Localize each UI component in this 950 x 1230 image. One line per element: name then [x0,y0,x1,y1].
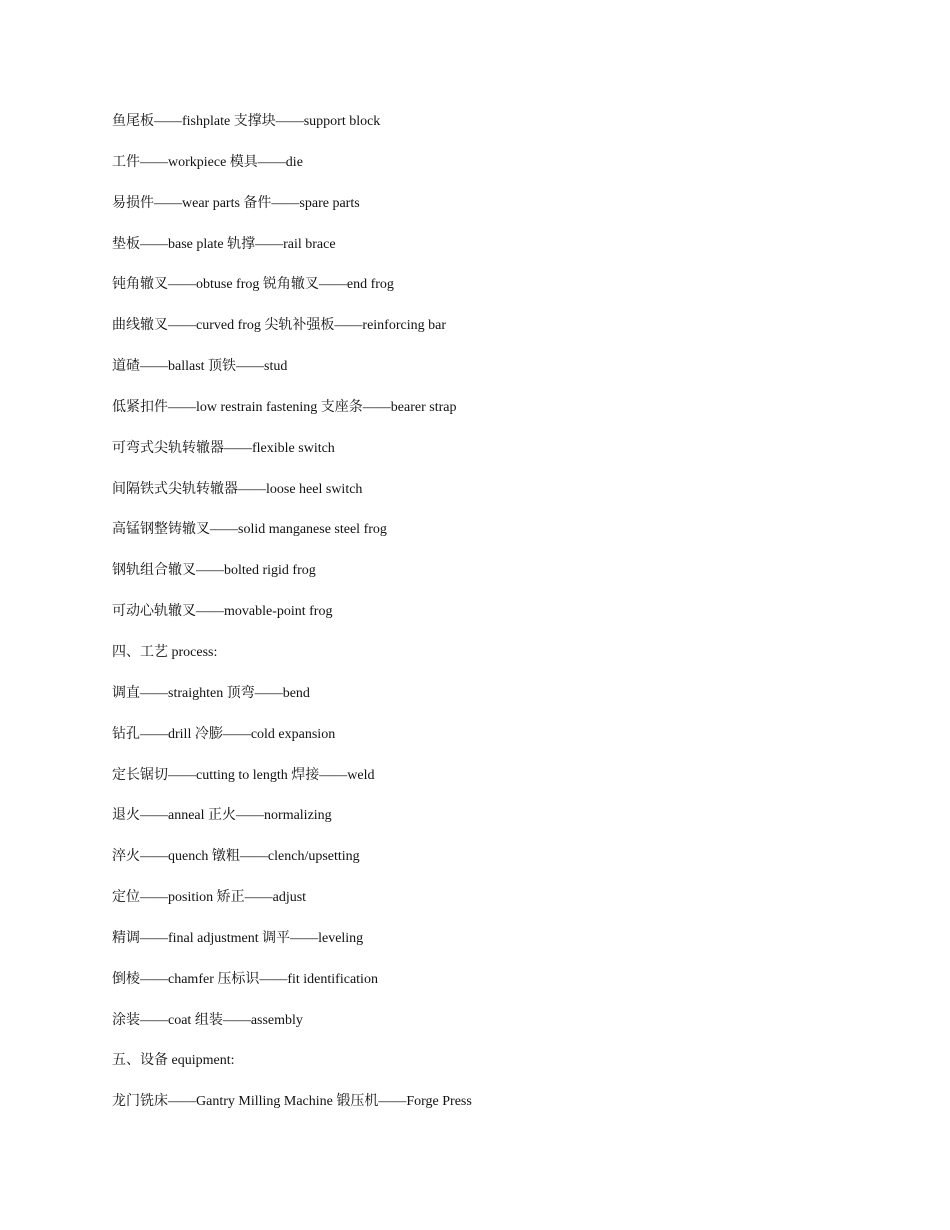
glossary-line: 易损件——wear parts 备件——spare parts [112,195,360,211]
glossary-line: 定长锯切——cutting to length 焊接——weld [112,767,375,783]
section-heading: 五、设备 equipment: [112,1053,235,1069]
glossary-line: 间隔铁式尖轨转辙器——loose heel switch [112,481,363,497]
glossary-line: 精调——final adjustment 调平——leveling [112,930,364,946]
glossary-line: 垫板——base plate 轨撑——rail brace [112,236,336,252]
glossary-list [112,112,472,1133]
glossary-line: 曲线辙叉——curved frog 尖轨补强板——reinforcing bar [112,318,446,334]
glossary-line: 淬火——quench 镦粗——clench/upsetting [112,849,360,865]
glossary-line: 调直——straighten 顶弯——bend [112,685,310,701]
glossary-line: 龙门铣床——Gantry Milling Machine 锻压机——Forge Press [112,1094,472,1110]
glossary-line: 钝角辙叉——obtuse frog 锐角辙叉——end frog [112,277,394,293]
glossary-line: 钢轨组合辙叉——bolted rigid frog [112,563,316,579]
glossary-line: 可动心轨辙叉——movable-point frog [112,604,333,620]
glossary-line: 退火——anneal 正火——normalizing [112,808,332,824]
glossary-line: 涂装——coat 组装——assembly [112,1012,303,1028]
glossary-line: 定位——position 矫正——adjust [112,890,307,906]
section-heading: 四、工艺 process: [112,644,218,660]
glossary-line: 高锰钢整铸辙叉——solid manganese steel frog [112,522,387,538]
glossary-line: 可弯式尖轨转辙器——flexible switch [112,440,335,456]
glossary-line: 工件——workpiece 模具——die [112,154,303,170]
glossary-line: 鱼尾板——fishplate 支撑块——support block [112,114,381,129]
glossary-line: 钻孔——drill 冷膨——cold expansion [112,726,336,742]
glossary-line: 倒棱——chamfer 压标识——fit identification [112,971,378,987]
glossary-line: 低紧扣件——low restrain fastening 支座条——bearer strap [112,399,457,415]
glossary-line: 道碴——ballast 顶铁——stud [112,359,288,375]
